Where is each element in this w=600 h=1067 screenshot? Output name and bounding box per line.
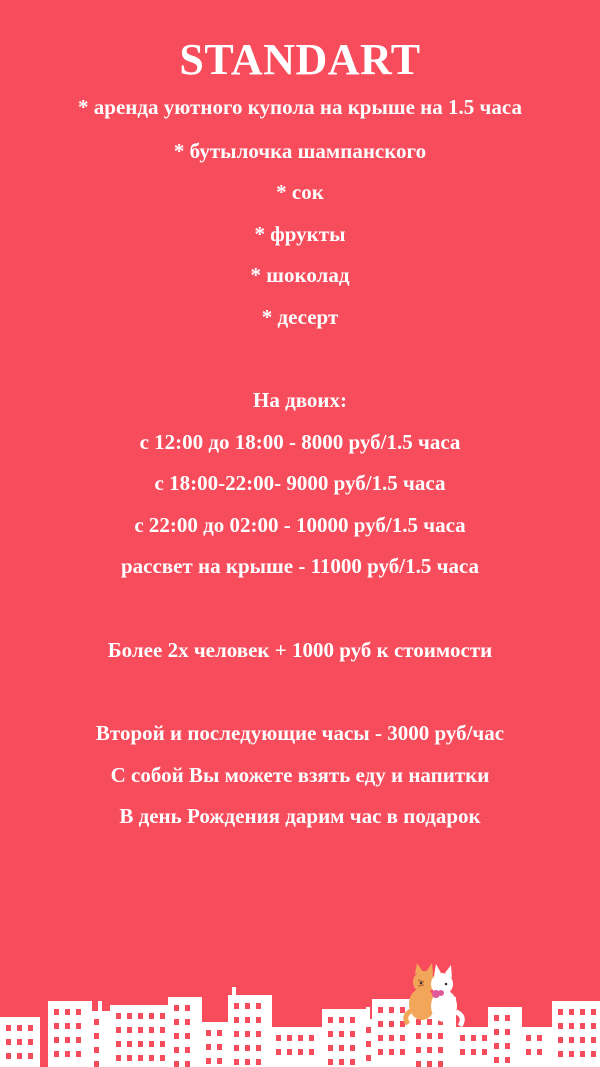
price-rate: рассвет на крыше - 11000 руб/1.5 часа	[120, 554, 480, 578]
note: В день Рождения дарим час в подарок	[119, 804, 481, 828]
price-rate: с 18:00-22:00- 9000 руб/1.5 часа	[154, 471, 446, 495]
included-item: * шоколад	[250, 263, 350, 287]
extra-guests-note: Более 2х человек + 1000 руб к стоимости	[107, 638, 493, 662]
included-item: * фрукты	[254, 222, 346, 246]
included-item: * аренда уютного купола на крыше на 1.5 часа	[78, 95, 522, 119]
included-item: * бутылочка шампанского	[173, 139, 427, 163]
title: STANDART	[179, 35, 421, 84]
included-item: * сок	[276, 180, 324, 204]
included-item: * десерт	[261, 305, 339, 329]
pricing-heading: На двоих:	[253, 388, 347, 412]
note: С собой Вы можете взять еду и напитки	[110, 763, 490, 787]
price-rate: с 22:00 до 02:00 - 10000 руб/1.5 часа	[134, 513, 466, 537]
city-skyline-icon	[0, 960, 600, 1067]
price-rate: с 12:00 до 18:00 - 8000 руб/1.5 часа	[139, 430, 461, 454]
note: Второй и последующие часы - 3000 руб/час	[95, 721, 505, 745]
